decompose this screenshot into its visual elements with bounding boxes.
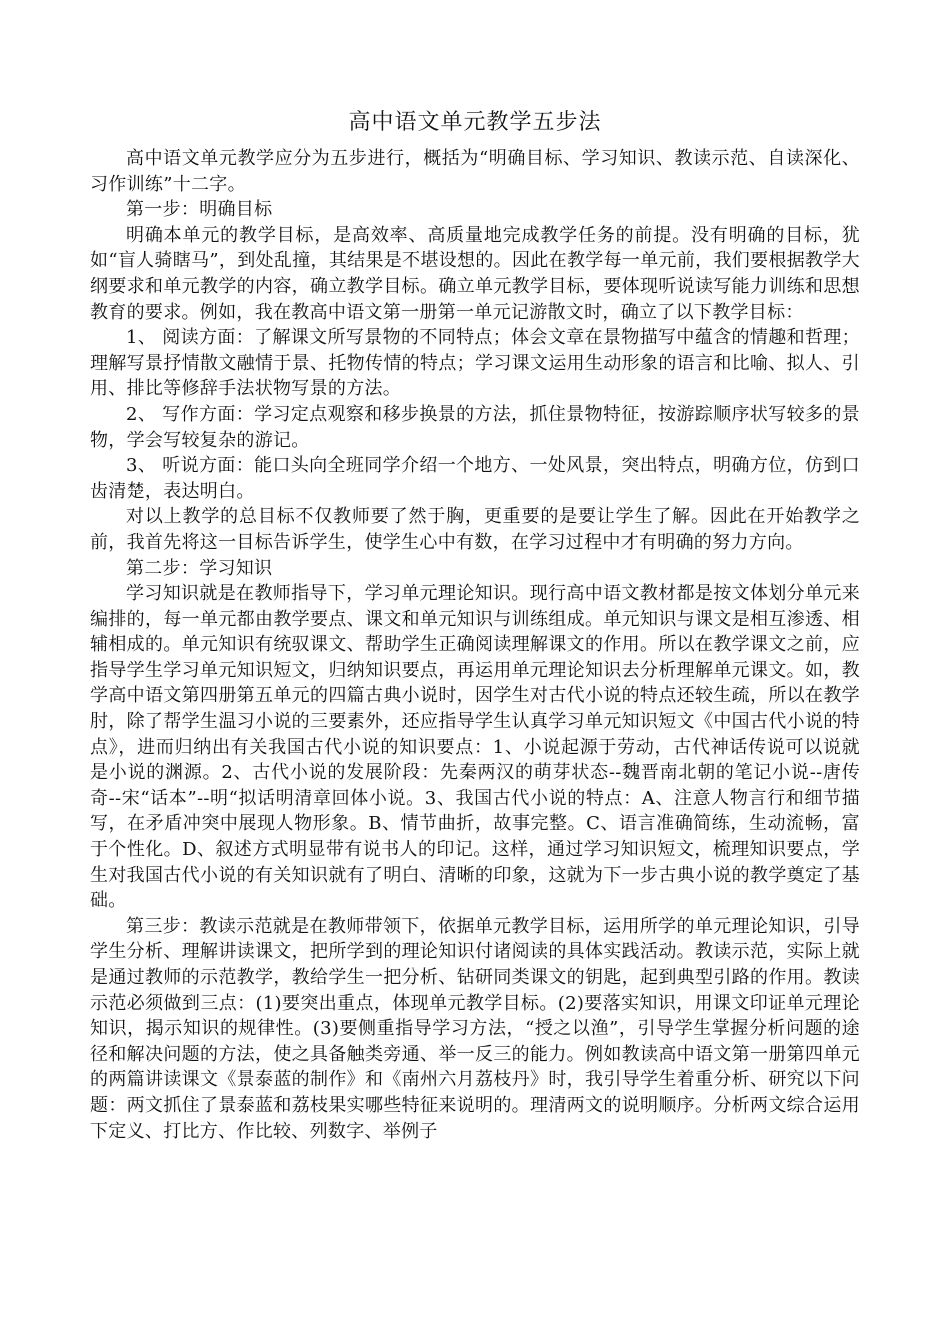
paragraph-goal-reading: 1、 阅读方面：了解课文所写景物的不同特点；体会文章在景物描写中蕴含的情趣和哲理；理解写景抒情散文融情于景、托物传情的特点；学习课文运用生动形象的语言和比喻、拟人、引用、排比等修辞手法状物写景的方法。 bbox=[90, 327, 860, 400]
document-title: 高中语文单元教学五步法 bbox=[348, 110, 602, 135]
paragraph-goal-writing: 2、 写作方面：学习定点观察和移步换景的方法，抓住景物特征，按游踪顺序状写较多的景物，学会写较复杂的游记。 bbox=[90, 403, 860, 451]
paragraph-step1-heading: 第一步：明确目标 bbox=[126, 199, 273, 221]
paragraph-step1-body: 明确本单元的教学目标，是高效率、高质量地完成教学任务的前提。没有明确的目标，犹如“盲人骑瞎马”，到处乱撞，其结果是不堪设想的。因此在教学每一单元前，我们要根据教学大纲要求和单元教学的内容，确立教学目标。确立单元教学目标，要体现听说读写能力训练和思想教育的要求。例如，我在教高中语文第一册第一单元记游散文时，确立了以下教学目标： bbox=[90, 224, 860, 323]
paragraph-step2-body: 学习知识就是在教师指导下，学习单元理论知识。现行高中语文教材都是按文体划分单元来编排的，每一单元都由教学要点、课文和单元知识与训练组成。单元知识与课文是相互渗透、相辅相成的。单元知识有统驭课文、帮助学生正确阅读理解课文的作用。所以在教学课文之前，应指导学生学习单元知识短文，归纳知识要点，再运用单元理论知识去分析理解单元课文。如，教学高中语文第四册第五单元的四篇古典小说时，因学生对古代小说的特点还较生疏，所以在教学肘，除了帮学生温习小说的三要素外，还应指导学生认真学习单元知识短文《中国古代小说的特点》，进而归纳出有关我国古代小说的知识要点：1、小说起源于劳动，古代神话传说可以说就是小说的渊源。2、古代小说的发展阶段：先秦两汉的萌芽状态--魏晋南北朝的笔记小说--唐传奇--宋“话本”--明“拟话明清章回体小说。3、我国古代小说的特点：A、注意人物言行和细节描写，在矛盾冲突中展现人物形象。B、情节曲折，故事完整。C、语言准确简练，生动流畅，富于个性化。D、叙述方式明显带有说书人的印记。这样，通过学习知识短文，梳理知识要点，学生对我国古代小说的有关知识就有了明白、清晰的印象，这就为下一步古典小说的教学奠定了基础。 bbox=[90, 583, 860, 912]
document-page bbox=[90, 108, 860, 1144]
paragraph-step1-summary: 对以上教学的总目标不仅教师要了然于胸，更重要的是要让学生了解。因此在开始教学之前，我首先将这一目标告诉学生，使学生心中有数，在学习过程中才有明确的努力方向。 bbox=[90, 506, 860, 553]
paragraph-step2-heading: 第二步：学习知识 bbox=[126, 557, 273, 579]
paragraph-intro: 高中语文单元教学应分为五步进行，概括为“明确目标、学习知识、教读示范、自读深化、习作训练”十二字。 bbox=[90, 148, 860, 195]
paragraph-step3-body: 第三步：教读示范就是在教师带领下，依据单元教学目标，运用所学的单元理论知识，引导学生分析、理解讲读课文，把所学到的理论知识付诸阅读的具体实践活动。教读示范，实际上就是通过教师的示范教学，教给学生一把分析、钻研同类课文的钥匙，起到典型引路的作用。教读示范必须做到三点：(1)要突出重点，体现单元教学目标。(2)要落实知识，用课文印证单元理论知识，揭示知识的规律性。(3)要侧重指导学习方法，“授之以渔”，引导学生掌握分析问题的途径和解决问题的方法，使之具备触类旁通、举一反三的能力。例如教读高中语文第一册第四单元的两篇讲读课文《景泰蓝的制作》和《南州六月荔枝丹》时，我引导学生着重分析、研究以下问题：两文抓住了景泰蓝和荔枝果实哪些特征来说明的。理清两文的说明顺序。分析两文综合运用下定义、打比方、作比较、列数字、举例子 bbox=[90, 915, 860, 1142]
paragraph-goal-listening: 3、 听说方面：能口头向全班同学介绍一个地方、一处风景，突出特点，明确方位，仿到口齿清楚，表达明白。 bbox=[90, 455, 860, 502]
